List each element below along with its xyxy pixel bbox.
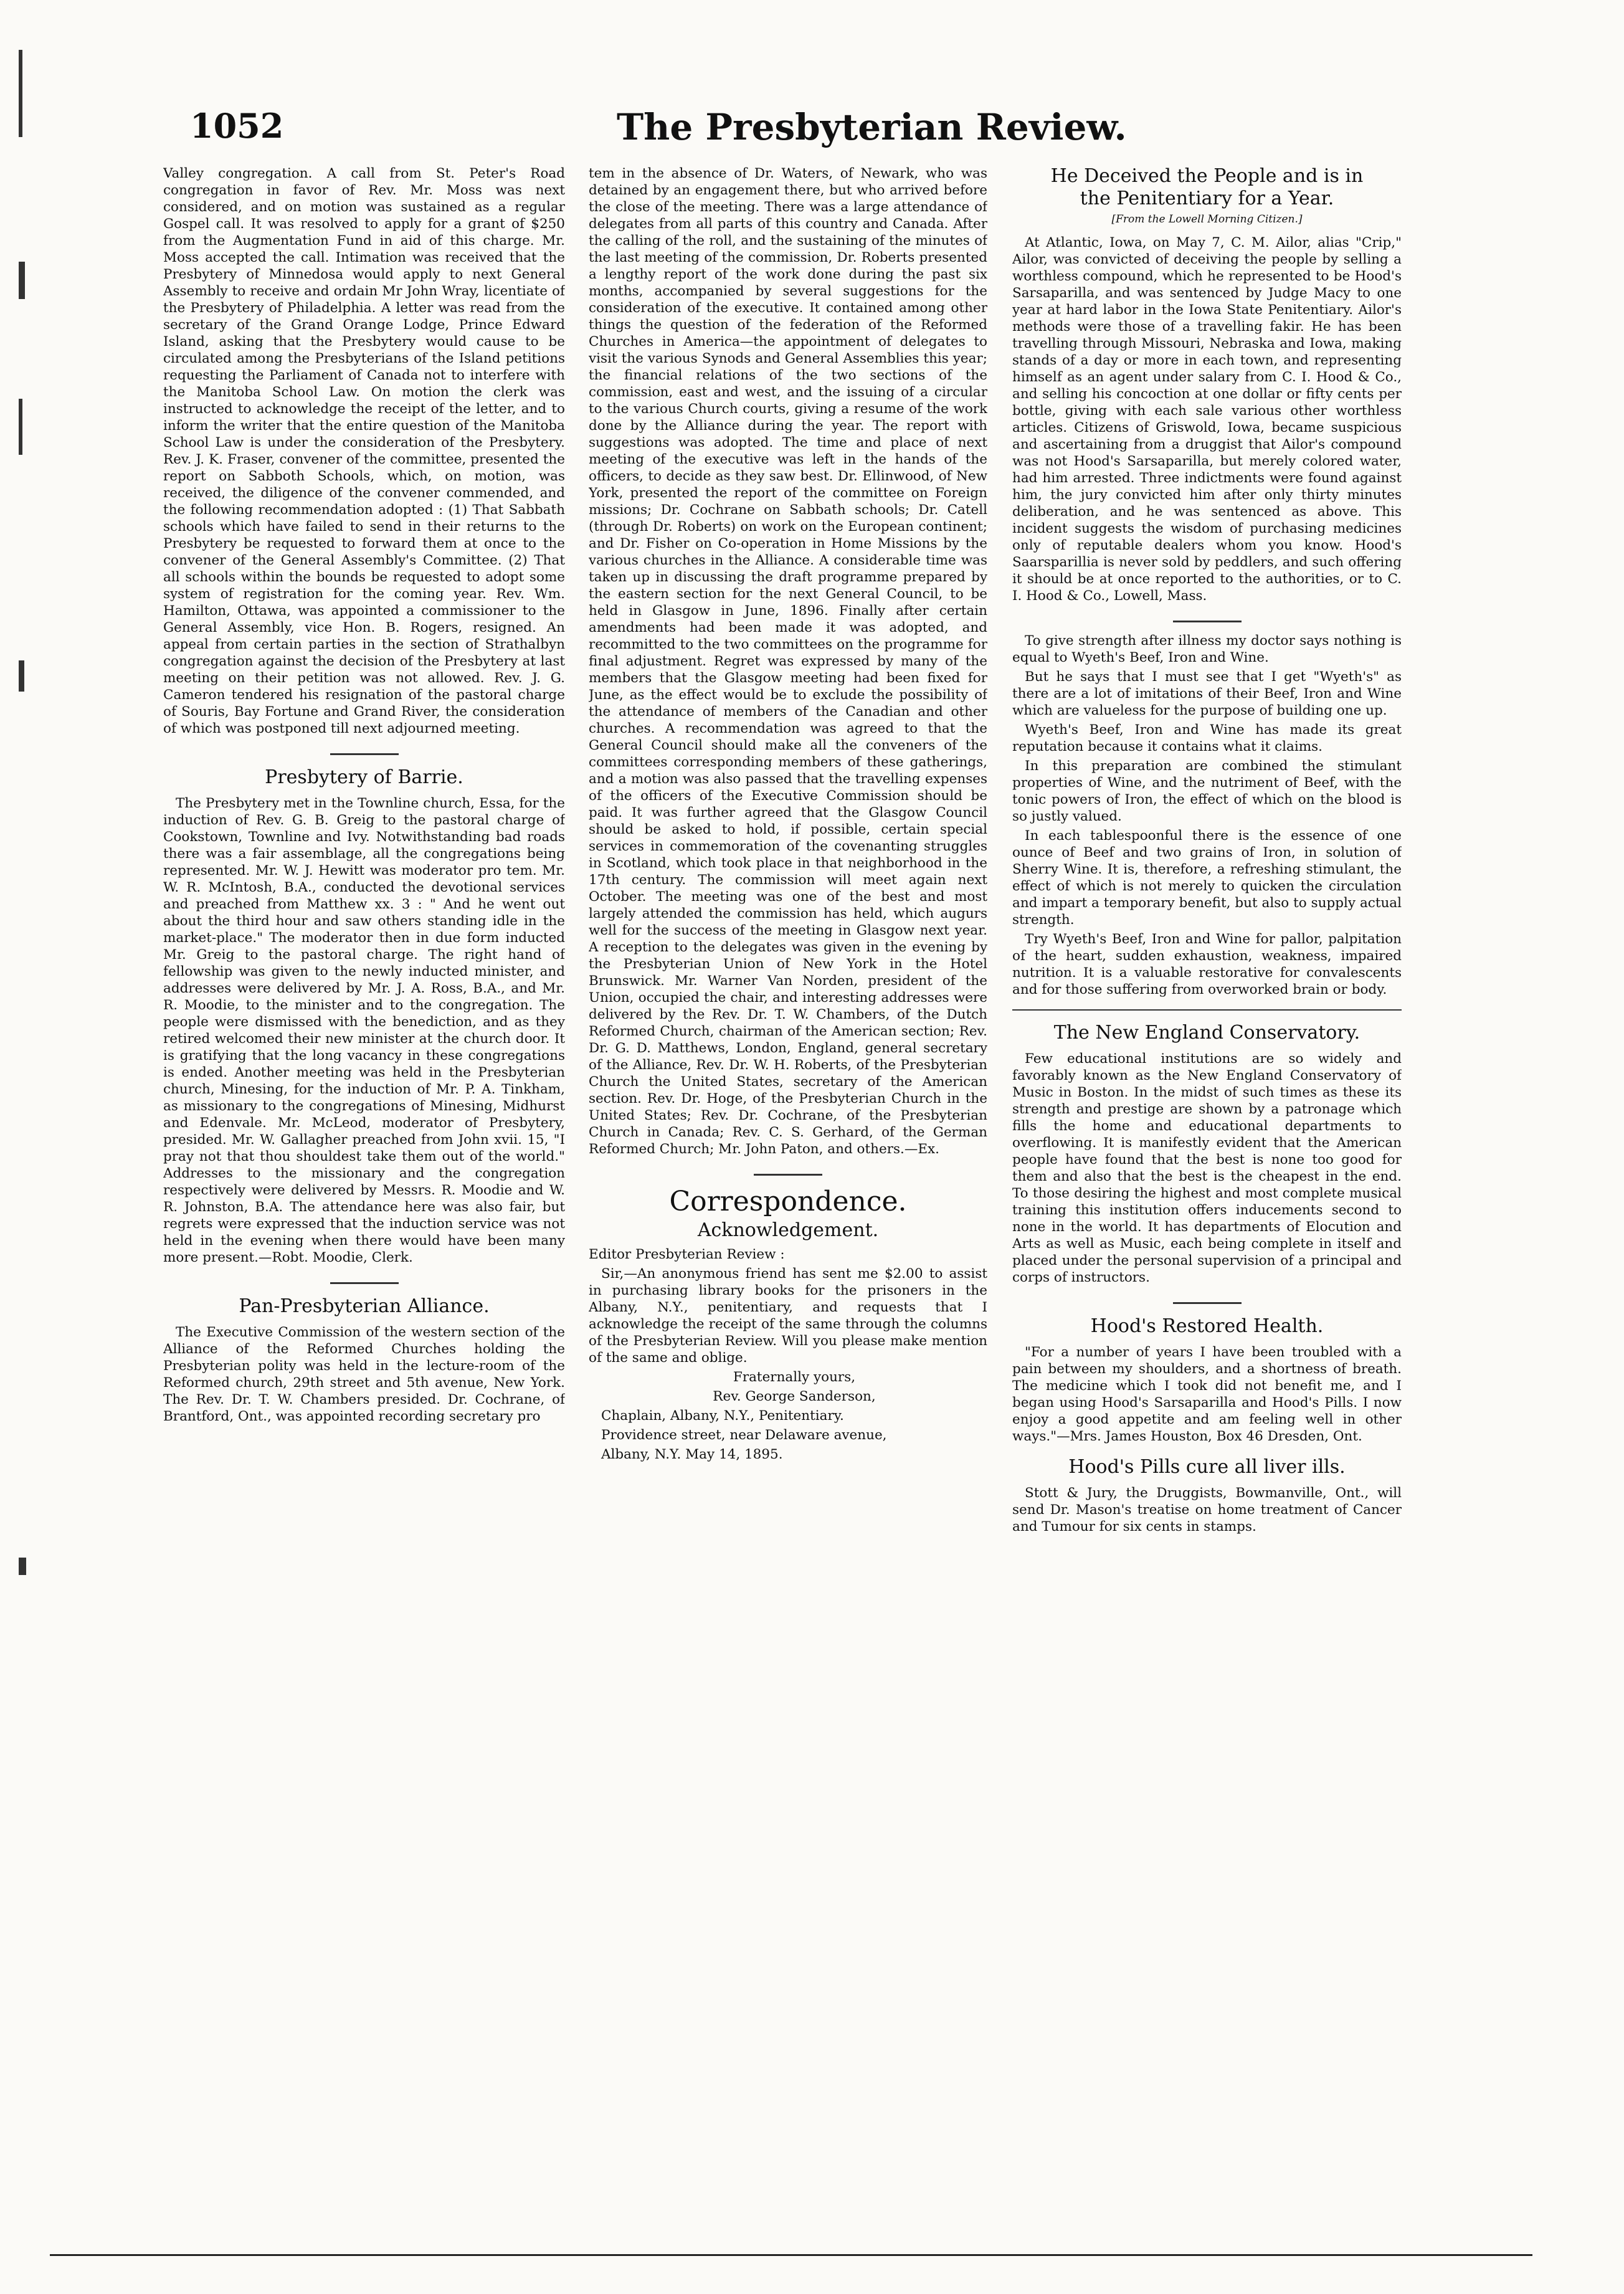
letter-body: Sir,—An anonymous friend has sent me $2.00 to assist in purchasing library books for the prisoners in the Albany, N.Y., penitentiary, and requests that I acknowledge the receipt of the same through the columns of the Presbyterian Review. Will you please make mention of the same and oblige. [589, 1266, 987, 1366]
paragraph: At Atlantic, Iowa, on May 7, C. M. Ailor, alias "Crip," Ailor, was convicted of deceiving the people by selling a worthless compound, which he represented to be Hood's Sarsaparilla, and was sentenced by Judge Macy to one year at hard labor in the Iowa State Penitentiary. Ailor's methods were those of a travelling fakir. He has been travelling through Missouri, Nebraska and Iowa, making stands of a day or more in each town, and representing himself as an agent under salary from C. I. Hood & Co., and selling his concoction at one dollar or fifty cents per bottle, giving with each sale various other worthless articles. Citizens of Griswold, Iowa, became suspicious and ascertaining from a druggist that Ailor's compound was not Hood's Sarsaparilla, but merely colored water, had him arrested. Three indictments were found against him, the jury convicted him after only thirty minutes deliberation, and he was sentenced as above. This incident suggests the wisdom of purchasing medicines only of reputable dealers whom you know. Hood's Saarsparillia is never sold by peddlers, and such offering it should be at once reported to the authorities, or to C. I. Hood & Co., Lowell, Mass. [1012, 235, 1402, 604]
column-right [1012, 165, 1402, 2171]
address-line: Providence street, near Delaware avenue, [601, 1427, 887, 1443]
divider [754, 1174, 822, 1176]
address-line: Chaplain, Albany, N.Y., Penitentiary. [601, 1408, 844, 1424]
running-title: The Presbyterian Review. [617, 106, 1127, 148]
salutation: Editor Presbyterian Review : [589, 1247, 785, 1262]
margin-mark [19, 262, 25, 299]
divider [1173, 621, 1242, 622]
paragraph: tem in the absence of Dr. Waters, of Newark, who was detained by an engagement there, but who arrived before the close of the meeting. There was a large attendance of delegates from all parts of this country and Canada. After the calling of the roll, and the sustaining of the minutes of the last meeting of the commission, Dr. Roberts presented a lengthy report of the work done during the past six months, accompanied by several suggestions for the consideration of the executive. It contained among other things the question of the federation of the Reformed Churches in America—the appointment of delegates to visit the various Synods and General Assemblies this year; the financial relations of the two sections of the commission, east and west, and the issuing of a circular to the various Church courts, giving a resume of the work done by the Alliance during the year. The report with suggestions was adopted. The time and place of next meeting of the executive was left in the hands of the officers, to decide as they saw best. Dr. Ellinwood, of New York, presented the report of the committee on Foreign missions; Dr. Cochrane on Sabbath schools; Dr. Catell (through Dr. Roberts) on work on the European continent; and Dr. Fisher on Co-operation in Home Missions by the various churches in the Alliance. A considerable time was taken up in discussing the draft programme prepared by the eastern section for the next General Council, to be held in Glasgow in June, 1896. Finally after certain amendments had been made it was adopted, and recommitted to the two committees on the programme for final adjustment. Regret was expressed by many of the members that the Glasgow meeting had been fixed for June, as the effect would be to exclude the possibility of the attendance of members of the Canadian and other churches. A recommendation was agreed to that the General Council should make all the conveners of the committees corresponding members of these gatherings, and a motion was also passed that the travelling expenses of the officers of the Executive Commission should be paid. It was further agreed that the Glasgow Council should be asked to hold, if possible, certain special services in commemoration of the covenanting struggles in Scotland, which took place in that neighborhood in the 17th century. The commission will meet again next October. The meeting was one of the best and most largely attended the commission has held, which augurs well for the success of the meeting in Glasgow next year. A reception to the delegates was given in the evening by the Presbyterian Union of New York in the Hotel Brunswick. Mr. Warner Van Norden, president of the Union, occupied the chair, and interesting addresses were delivered by the Rev. Dr. T. W. Chambers, of the Dutch Reformed Church, chairman of the American section; Rev. Dr. G. D. Matthews, London, England, general secretary of the Alliance, Rev. Dr. W. H. Roberts, of the Presbyterian Church the United States, secretary of the American section. Rev. Dr. Hoge, of the Presbyterian Church in the United States; Rev. Dr. Cochrane, of the Presbyterian Church in Canada; Rev. C. S. Gerhard, of the German Reformed Church; Mr. John Paton, and others.—Ex. [589, 166, 987, 1157]
paragraph: Few educational institutions are so widely and favorably known as the New England Conservatory of Music in Boston. In the midst of such times as these its strength and prestige are shown by a patronage which fills the home and educational departments to overflowing. It is manifestly evident that the American people have found that the best is none too good for them and also that the best is the cheapest in the end. To those desiring the highest and most complete musical training this institution offers inducements second to none in the world. It has departments of Elocution and Arts as well as Music, each being complete in itself and placed under the personal supervision of a principal and corps of instructors. [1012, 1051, 1402, 1285]
section-heading-hoods-health: Hood's Restored Health. [1090, 1315, 1324, 1337]
section-heading-alliance: Pan-Presbyterian Alliance. [239, 1295, 490, 1317]
margin-mark [19, 660, 24, 692]
paragraph: In each tablespoonful there is the essence of one ounce of Beef and two grains of Iron, in solution of Sherry Wine. It is, therefore, a refreshing stimulant, the effect of which is not merely to quicken the circulation and impart a temporary benefit, but also to supply actual strength. [1012, 828, 1402, 928]
paragraph: "For a number of years I have been troubled with a pain between my shoulders, and a shortness of breath. The medicine which I took did not benefit me, and I began using Hood's Sarsaparilla and Hood's Pills. I now enjoy a good appetite and am feeling well in other ways."—Mrs. James Houston, Box 46 Dresden, Ont. [1012, 1345, 1402, 1444]
article-headline-line1: He Deceived the People and is in [1050, 165, 1364, 187]
section-heading-barrie: Presbytery of Barrie. [265, 766, 463, 788]
paragraph: But he says that I must see that I get "Wyeth's" as there are a lot of imitations of their Beef, Iron and Wine which are valueless for the purpose of building one up. [1012, 669, 1402, 718]
divider [330, 1282, 399, 1284]
margin-mark [19, 399, 22, 455]
paragraph: The Executive Commission of the western section of the Alliance of the Reformed Churches holding the Presbyterian polity was held in the lecture-room of the Reformed church, 29th street and 5th avenue, New York. The Rev. Dr. T. W. Chambers presided. Dr. Cochrane, of Brantford, Ont., was appointed recording secretary pro [163, 1325, 565, 1424]
paragraph: Wyeth's Beef, Iron and Wine has made its great reputation because it contains what it claims. [1012, 722, 1402, 754]
paragraph: In this preparation are combined the stimulant properties of Wine, and the nutriment of Beef, with the tonic powers of Iron, the effect of which on the blood is so justly valued. [1012, 758, 1402, 824]
paragraph: To give strength after illness my doctor says nothing is equal to Wyeth's Beef, Iron and Wine. [1012, 633, 1402, 665]
section-heading-conservatory: The New England Conservatory. [1053, 1022, 1360, 1044]
section-heading-hoods-pills: Hood's Pills cure all liver ills. [1068, 1456, 1346, 1478]
divider [1012, 1009, 1402, 1011]
divider [1173, 1302, 1242, 1304]
source-credit: [From the Lowell Morning Citizen.] [1111, 213, 1303, 226]
margin-mark [19, 50, 22, 137]
column-middle [589, 165, 987, 2171]
signature: Rev. George Sanderson, [713, 1389, 876, 1404]
address-line: Albany, N.Y. May 14, 1895. [601, 1447, 783, 1462]
divider [330, 753, 399, 755]
paragraph: Valley congregation. A call from St. Peter's Road congregation in favor of Rev. Mr. Moss was next considered, and on motion was sustained as a regular Gospel call. It was resolved to apply for a grant of $250 from the Augmentation Fund in aid of this charge. Mr. Moss accepted the call. Intimation was received that the Presbytery of Minnedosa would apply to next General Assembly to receive and ordain Mr John Wray, licentiate of the Presbytery of Philadelphia. A letter was read from the secretary of the Grand Orange Lodge, Prince Edward Island, asking that the Presbytery would cause to be circulated among the Presbyterians of the Island petitions requesting the Parliament of Canada not to interfere with the Manitoba School Law. On motion the clerk was instructed to acknowledge the receipt of the letter, and to inform the writer that the entire question of the Manitoba School Law is under the consideration of the Presbytery. Rev. J. K. Fraser, convener of the committee, presented the report on Sabboth Schools, which, on motion, was received, the diligence of the convener commended, and the following recommendation adopted : (1) That Sabbath schools which have failed to send in their returns to the Presbytery be requested to forward them at once to the convener of the General Assembly's Committee. (2) That all schools within the bounds be requested to adopt some system of registration for the coming year. Rev. Wm. Hamilton, Ottawa, was appointed a commissioner to the General Assembly, vice Hon. B. Rogers, resigned. An appeal from certain parties in the section of Strathalbyn congregation against the decision of the Presbytery at last meeting on their petition was not allowed. Rev. J. G. Cameron tendered his resignation of the pastoral charge of Souris, Bay Fortune and Grand River, the consideration of which was postponed till next adjourned meeting. [163, 166, 565, 736]
subheading-acknowledgement: Acknowledgement. [697, 1219, 879, 1241]
paragraph: The Presbytery met in the Townline church, Essa, for the induction of Rev. G. B. Greig to the pastoral charge of Cookstown, Townline and Ivy. Notwithstanding bad roads there was a fair assemblage, all the congregations being represented. Mr. W. J. Hewitt was moderator pro tem. Mr. W. R. McIntosh, B.A., conducted the devotional services and preached from Matthew xx. 3 : " And he went out about the third hour and saw others standing idle in the market-place." The moderator then in due form inducted Mr. Greig to the pastoral charge. The right hand of fellowship was given to the newly inducted minister, and addresses were delivered by Mr. J. A. Ross, B.A., and Mr. R. Moodie, to the minister and to the congregation. The people were dismissed with the benediction, and as they retired welcomed their new minister at the church door. It is gratifying that the long vacancy in these congregations is ended. Another meeting was held in the Presbyterian church, Minesing, for the induction of Mr. P. A. Tinkham, as missionary to the congregations of Minesing, Midhurst and Edenvale. Mr. McLeod, moderator of Presbytery, presided. Mr. W. Gallagher preached from John xvii. 15, "I pray not that thou shouldest take them out of the world." Addresses to the missionary and the congregation respectively were delivered by Messrs. R. Moodie and W. R. Johnston, B.A. The attendance here was also fair, but regrets were expressed that the induction service was not held in the evening when there would have been many more present.—Robt. Moodie, Clerk. [163, 796, 565, 1265]
page-number: 1052 [190, 106, 284, 146]
section-heading-correspondence: Correspondence. [669, 1186, 907, 1217]
column-left [163, 165, 565, 2171]
footer-rule [50, 2254, 1532, 2256]
margin-mark [19, 1558, 26, 1575]
paragraph: Stott & Jury, the Druggists, Bowmanville, Ont., will send Dr. Mason's treatise on home treatment of Cancer and Tumour for six cents in stamps. [1012, 1485, 1402, 1535]
closing: Fraternally yours, [733, 1369, 856, 1385]
paragraph: Try Wyeth's Beef, Iron and Wine for pallor, palpitation of the heart, sudden exhaustion, weakness, impaired nutrition. It is a valuable restorative for convalescents and for those suffering from overworked brain or body. [1012, 931, 1402, 997]
article-headline-line2: the Penitentiary for a Year. [1080, 188, 1334, 209]
